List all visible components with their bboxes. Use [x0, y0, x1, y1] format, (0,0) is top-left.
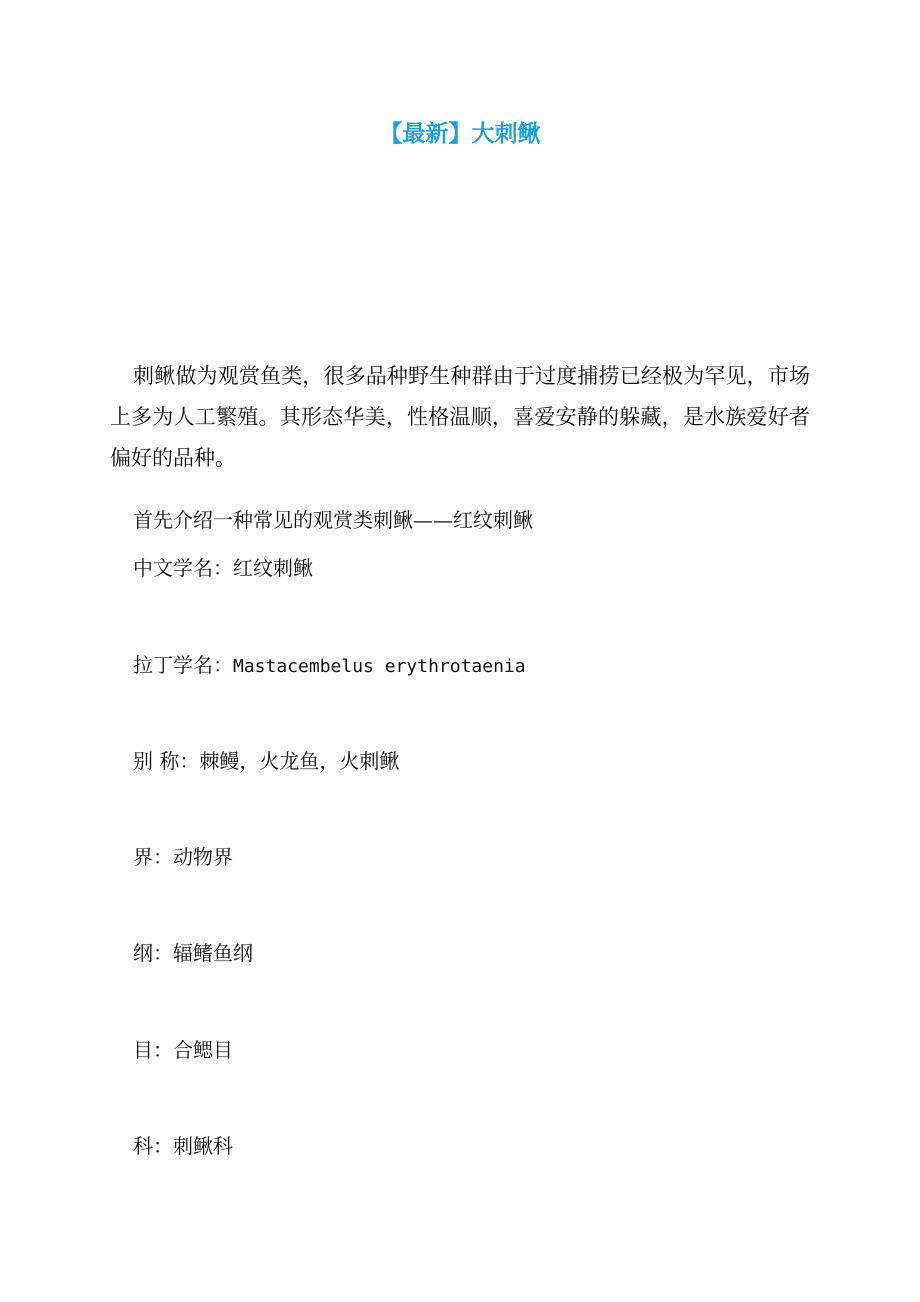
family-line: 科：刺鳅科	[133, 1134, 233, 1158]
class-line: 纲：辐鳍鱼纲	[133, 941, 253, 965]
order-line: 目：合鳃目	[133, 1038, 233, 1062]
latin-name-label: 拉丁学名：	[133, 653, 233, 677]
intro-line: 首先介绍一种常见的观赏类刺鳅——红纹刺鳅	[133, 508, 533, 532]
latin-name-line	[133, 650, 526, 682]
document-title: 【最新】大刺鳅	[379, 121, 541, 147]
intro-paragraph: 刺鳅做为观赏鱼类，很多品种野生种群由于过度捕捞已经极为罕见，市场上多为人工繁殖。其形态华美，性格温顺，喜爱安静的躲藏，是水族爱好者偏好的品种。	[110, 364, 810, 470]
latin-name-value: Mastacembelus erythrotaenia	[233, 656, 526, 677]
alias-line: 别 称：棘鳗，火龙鱼，火刺鳅	[133, 749, 400, 773]
chinese-name-line: 中文学名：红纹刺鳅	[133, 556, 313, 580]
kingdom-line: 界：动物界	[133, 845, 233, 869]
